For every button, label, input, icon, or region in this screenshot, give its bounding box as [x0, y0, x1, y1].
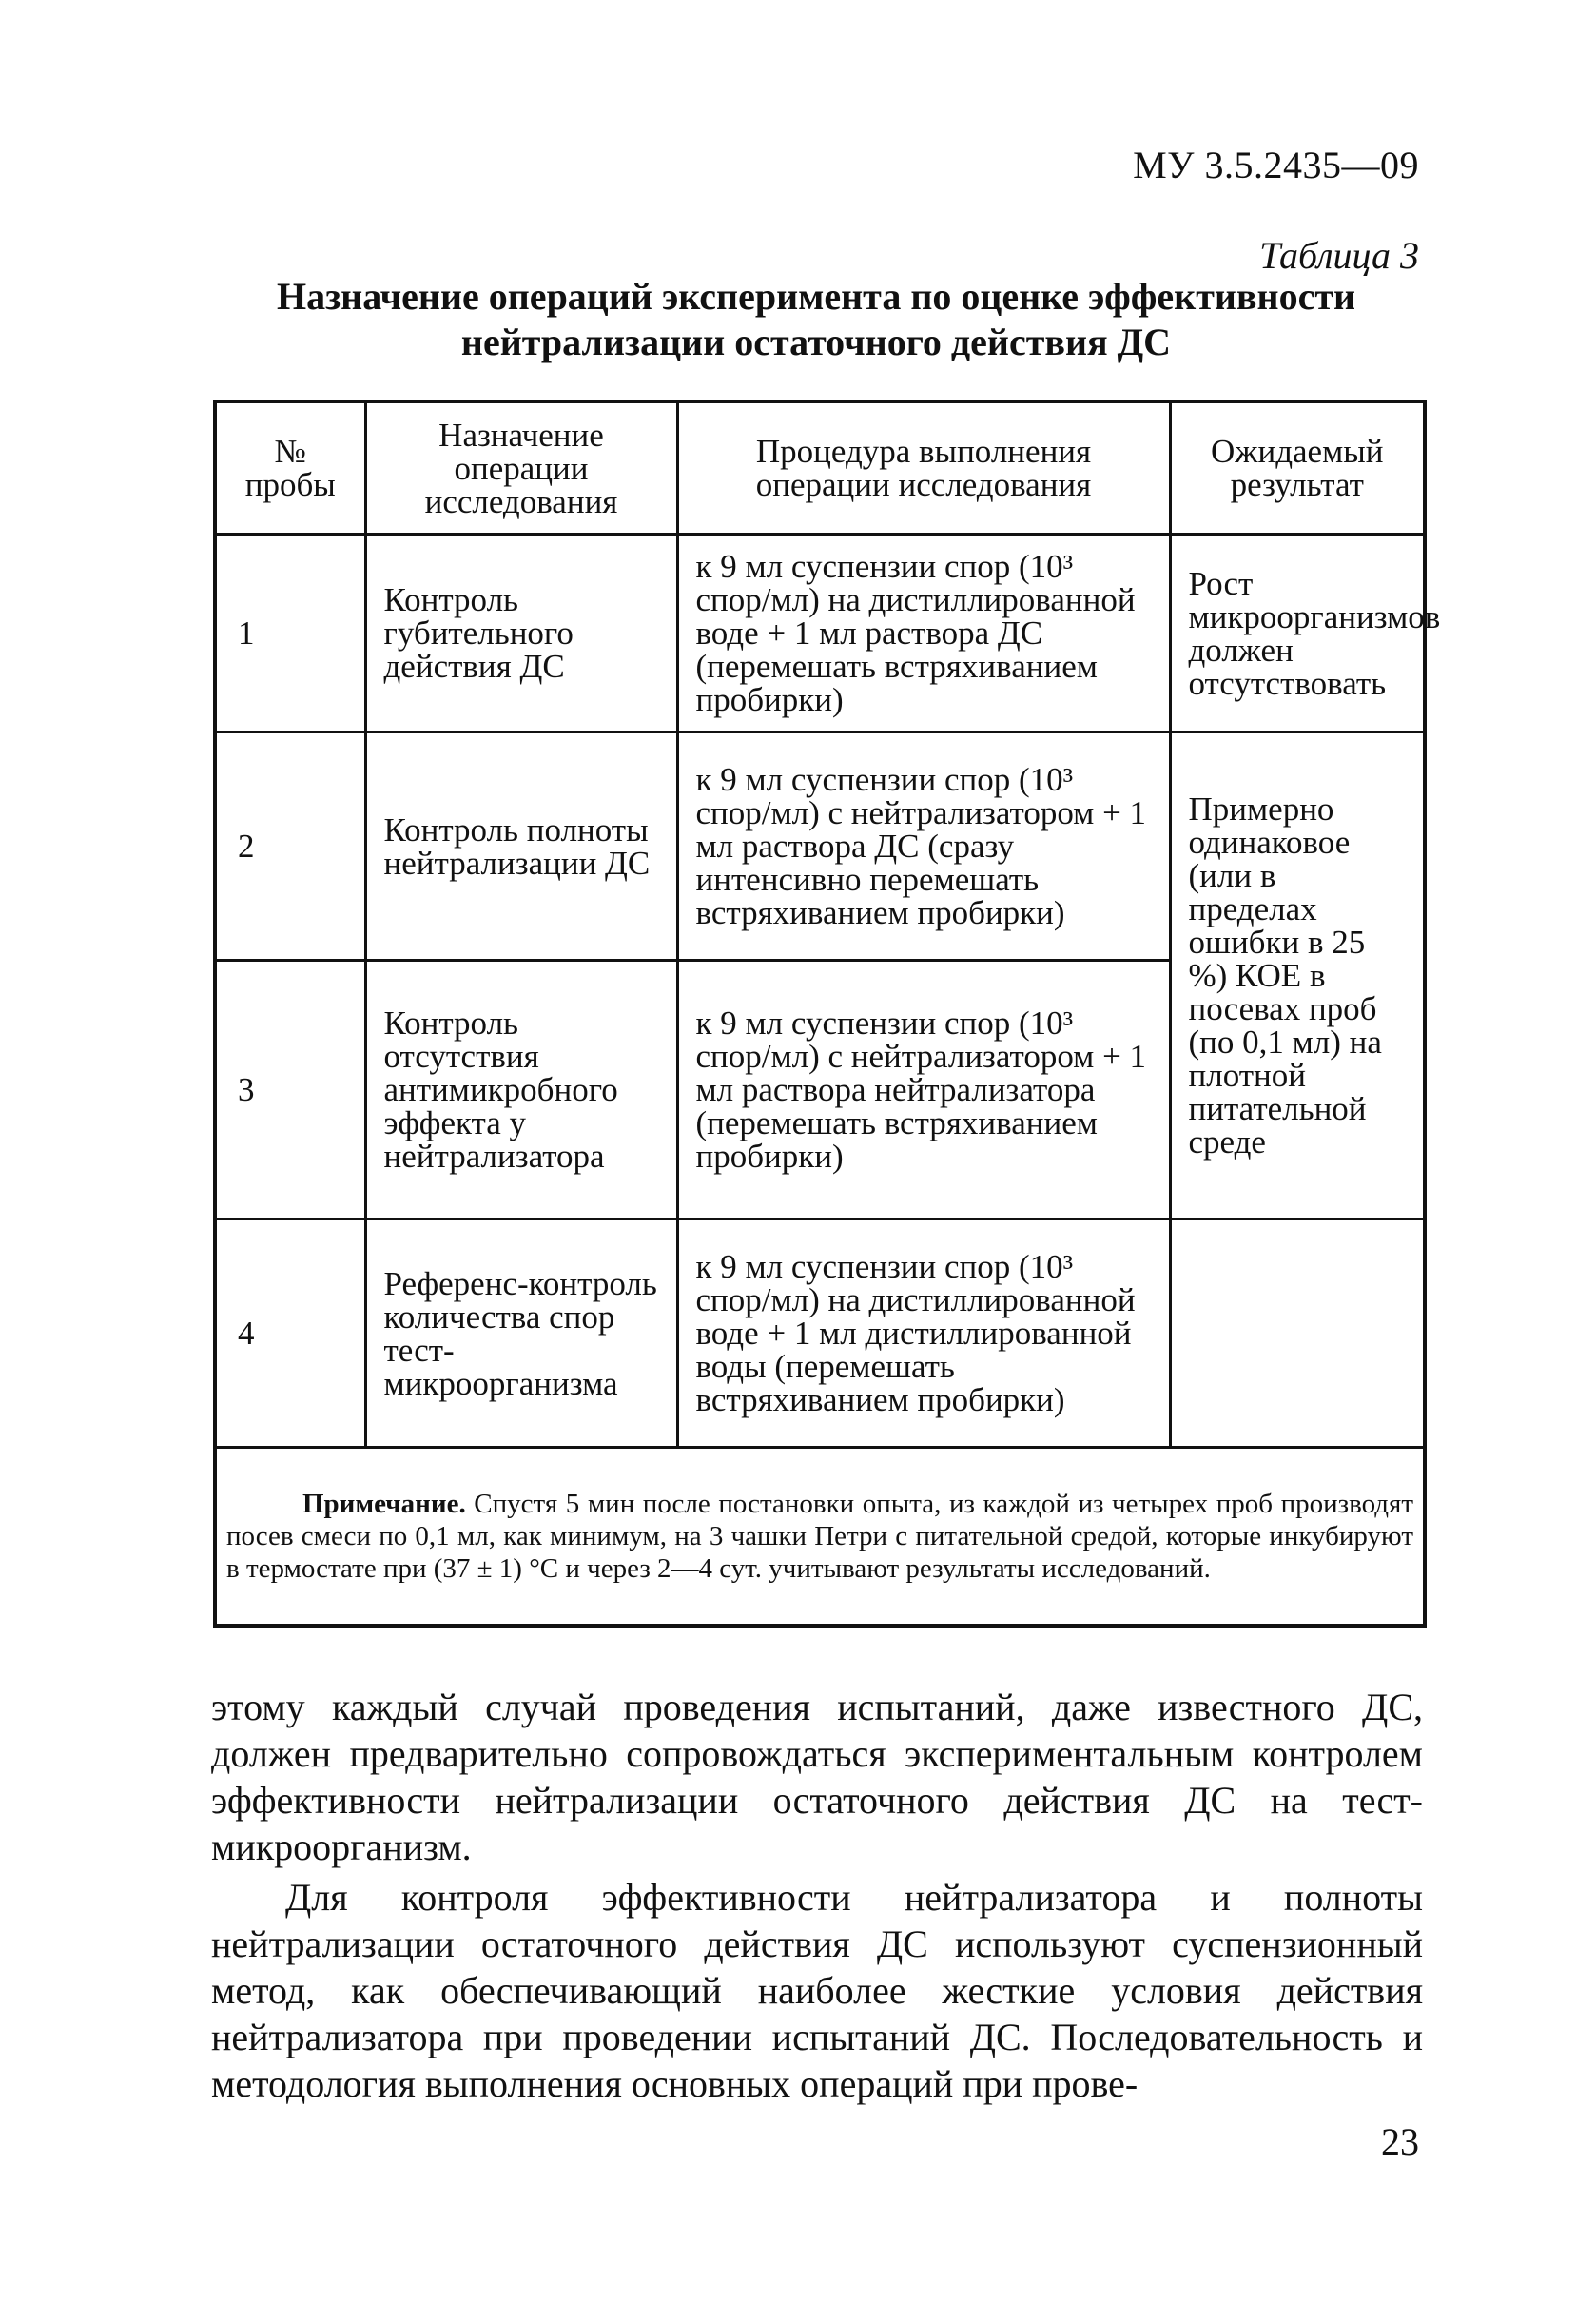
body-paragraph-2: Для контроля эффективности нейтрализатора и полноты нейтрализации остаточного действия ДС используют суспензионный метод, как обеспечивающий наиболее жесткие условия действия нейтрализатора при проведении испытаний ДС. Последовательность и методология выполнения основных операций при прове- [211, 1876, 1423, 2105]
table-note-row [215, 1448, 1425, 1627]
row-purpose: Контроль полноты нейтрализации ДС [365, 732, 677, 961]
row-procedure: к 9 мл суспензии спор (10³ спор/мл) с нейтрализатором + 1 мл раствора нейтрализатора (перемешать встряхиванием пробирки) [677, 961, 1170, 1219]
column-header-number: № пробы [215, 401, 365, 535]
document-code: МУ 3.5.2435—09 [1133, 144, 1419, 186]
row-number: 4 [215, 1219, 365, 1448]
table-title-line-2: нейтрализации остаточного действия ДС [460, 321, 1172, 363]
column-header-purpose: Назначение операции исследования [365, 401, 677, 535]
body-paragraph-1: этому каждый случай проведения испытаний, даже известного ДС, должен предварительно сопровождаться экспериментальным контролем эффективности нейтрализации остаточного действия ДС на тест-микроорганизм. [211, 1686, 1423, 1868]
row-purpose: Контроль губительного действия ДС [365, 535, 677, 732]
row-purpose: Контроль отсутствия антимикробного эффекта у нейтрализатора [365, 961, 677, 1219]
row-number: 1 [215, 535, 365, 732]
operations-table [213, 400, 1441, 1628]
row-purpose: Референс-контроль количества спор тест-микроорганизма [365, 1219, 677, 1448]
table-title [211, 274, 1421, 365]
row-procedure: к 9 мл суспензии спор (10³ спор/мл) на дистиллированной воде + 1 мл дистиллированной воды (перемешать встряхиванием пробирки) [677, 1219, 1170, 1448]
table-number: Таблица 3 [1259, 234, 1419, 277]
table-note [215, 1448, 1425, 1627]
table-row [215, 1219, 1425, 1448]
column-header-result: Ожидаемый результат [1170, 401, 1425, 535]
row-procedure: к 9 мл суспензии спор (10³ спор/мл) с нейтрализатором + 1 мл раствора ДС (сразу интенсивно перемешать встряхиванием пробирки) [677, 732, 1170, 961]
row-result-empty [1170, 1219, 1425, 1448]
row-result-merged: Примерно одинаковое (или в пределах ошибки в 25 %) КОЕ в посевах проб (по 0,1 мл) на плотной питательной среде [1170, 732, 1425, 1219]
note-text: Спустя 5 мин после постановки опыта, из каждой из четырех проб производят посев смеси по 0,1 мл, как минимум, на 3 чашки Петри с питательной средой, которые инкубируют в термостате при (37 ± 1) °С и через 2—4 сут. учитывают результаты исследований. [226, 1489, 1414, 1584]
row-procedure: к 9 мл суспензии спор (10³ спор/мл) на дистиллированной воде + 1 мл раствора ДС (перемешать встряхиванием пробирки) [677, 535, 1170, 732]
row-result: Рост микроорганизмов должен отсутствовать [1170, 535, 1425, 732]
note-label: Примечание. [302, 1489, 466, 1519]
table-title-line-1: Назначение операций эксперимента по оценке эффективности [276, 275, 1356, 318]
body-text [211, 1684, 1423, 2107]
row-number: 3 [215, 961, 365, 1219]
table-row [215, 535, 1425, 732]
table-header-row [215, 401, 1425, 535]
column-header-procedure: Процедура выполнения операции исследования [677, 401, 1170, 535]
table-row [215, 732, 1425, 961]
row-number: 2 [215, 732, 365, 961]
page-number: 23 [1381, 2120, 1419, 2163]
